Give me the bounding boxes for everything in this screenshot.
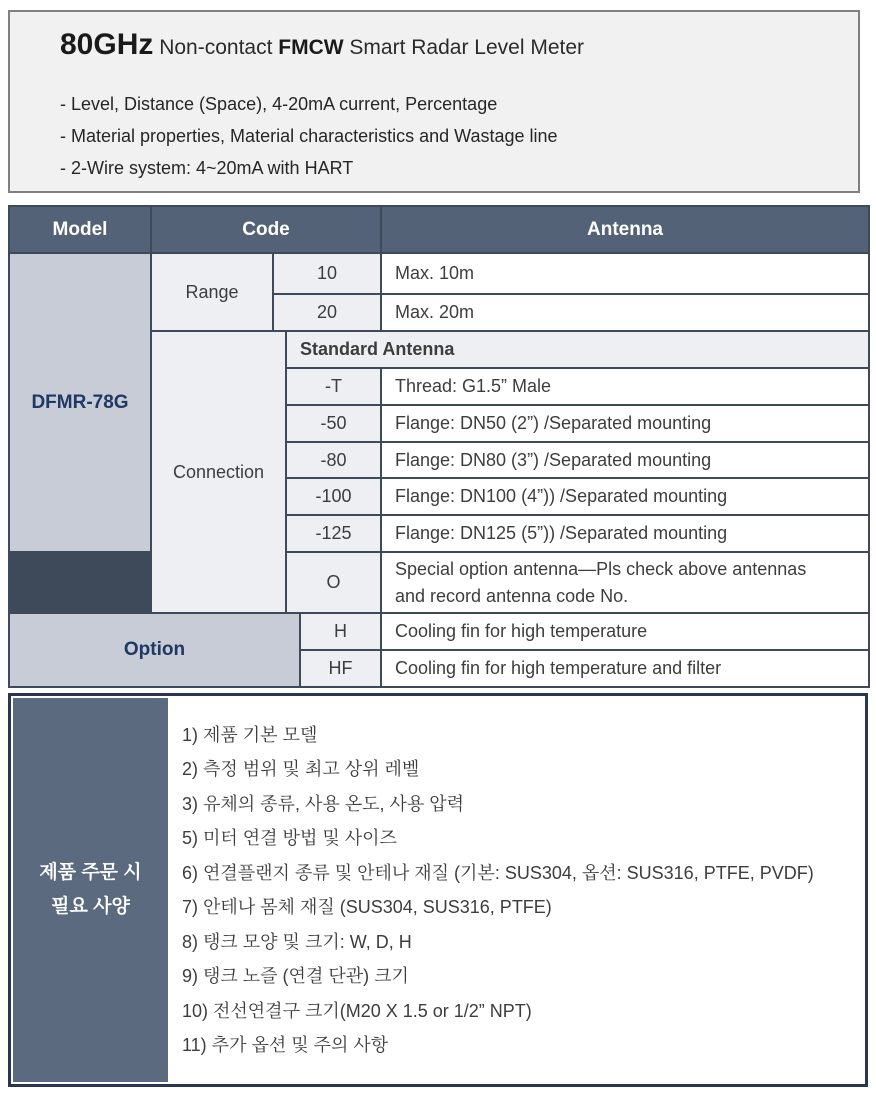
code-cell: 20 bbox=[274, 295, 380, 330]
product-title bbox=[60, 28, 584, 62]
list-item: 1) 제품 기본 모델 bbox=[182, 724, 318, 745]
antenna-cell: Flange: DN80 (3”) /Separated mounting bbox=[382, 443, 868, 477]
antenna-cell: Flange: DN50 (2”) /Separated mounting bbox=[382, 406, 868, 441]
code-cell: -50 bbox=[287, 406, 380, 441]
product-info-box bbox=[8, 10, 860, 193]
list-item: 10) 전선연결구 크기(M20 X 1.5 or 1/2” NPT) bbox=[182, 1000, 532, 1021]
antenna-cell: Cooling fin for high temperature bbox=[382, 614, 868, 649]
antenna-cell: Flange: DN125 (5”)) /Separated mounting bbox=[382, 516, 868, 551]
title-noncontact: Non-contact bbox=[153, 36, 279, 59]
title-rest: Smart Radar Level Meter bbox=[343, 36, 585, 59]
code-cell: O bbox=[287, 553, 380, 612]
order-requirements-box bbox=[8, 693, 868, 1087]
option-label-cell: Option bbox=[10, 614, 299, 686]
feature-bullet: - Material properties, Material characteristics and Wastage line bbox=[60, 126, 558, 146]
code-cell: -T bbox=[287, 369, 380, 404]
antenna-cell: Max. 20m bbox=[382, 295, 868, 330]
list-item: 9) 탱크 노즐 (연결 단관) 크기 bbox=[182, 966, 409, 986]
list-item: 5) 미터 연결 방법 및 사이즈 bbox=[182, 828, 397, 848]
feature-bullet: - 2-Wire system: 4~20mA with HART bbox=[60, 158, 354, 178]
list-item: 8) 탱크 모양 및 크기: W, D, H bbox=[182, 931, 412, 952]
antenna-cell: Cooling fin for high temperature and filter bbox=[382, 651, 868, 686]
code-cell: HF bbox=[301, 651, 380, 686]
list-item: 2) 측정 범위 및 최고 상위 레벨 bbox=[182, 759, 420, 779]
list-item: 11) 추가 옵션 및 주의 사항 bbox=[182, 1035, 389, 1055]
list-item: 3) 유체의 종류, 사용 온도, 사용 압력 bbox=[182, 793, 465, 814]
title-fmcw: FMCW bbox=[278, 36, 344, 59]
antenna-cell: Special option antenna—Pls check above antennas and record antenna code No. bbox=[395, 558, 807, 606]
column-header-antenna: Antenna bbox=[382, 207, 868, 252]
list-item: 6) 연결플랜지 종류 및 안테나 재질 (기본: SUS304, 옵션: SUS316, PTFE, PVDF) bbox=[182, 862, 814, 883]
order-label-line2: 필요 사양 bbox=[51, 896, 130, 917]
code-cell: -80 bbox=[287, 443, 380, 477]
feature-bullet-list bbox=[60, 88, 558, 184]
range-label-cell: Range bbox=[152, 254, 272, 330]
code-cell: 10 bbox=[274, 254, 380, 293]
column-header-code: Code bbox=[152, 207, 380, 252]
connection-label-cell: Connection bbox=[152, 332, 285, 612]
order-label-line1: 제품 주문 시 bbox=[39, 862, 142, 883]
model-cell: DFMR-78G bbox=[10, 254, 150, 551]
order-code-table bbox=[8, 205, 870, 688]
standard-antenna-header-cell: Standard Antenna bbox=[287, 332, 868, 367]
feature-bullet: - Level, Distance (Space), 4-20mA current, Percentage bbox=[60, 94, 498, 114]
order-requirements-list bbox=[168, 698, 863, 1082]
column-header-model: Model bbox=[10, 207, 150, 252]
list-item: 7) 안테나 몸체 재질 (SUS304, SUS316, PTFE) bbox=[182, 897, 552, 917]
antenna-cell: Flange: DN100 (4”)) /Separated mounting bbox=[382, 479, 868, 514]
antenna-cell: Max. 10m bbox=[382, 254, 868, 293]
code-cell: -100 bbox=[287, 479, 380, 514]
title-frequency: 80GHz bbox=[60, 28, 154, 61]
order-requirements-label bbox=[13, 698, 168, 1082]
code-cell: -125 bbox=[287, 516, 380, 551]
antenna-cell: Thread: G1.5” Male bbox=[382, 369, 868, 404]
code-cell: H bbox=[301, 614, 380, 649]
